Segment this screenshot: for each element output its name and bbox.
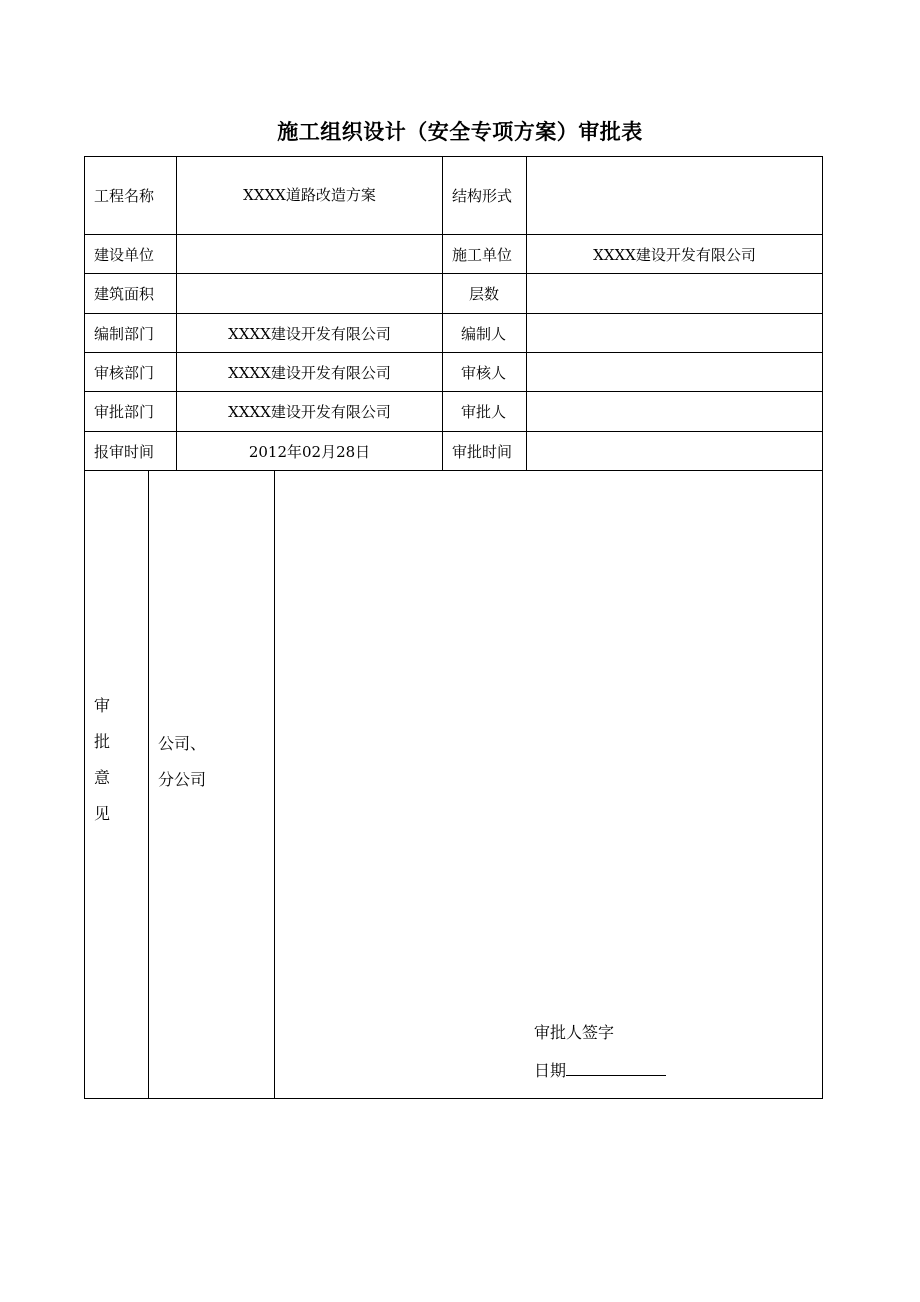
value-building-area — [177, 274, 442, 313]
label-prep-dept: 编制部门 — [94, 324, 155, 343]
date-underline — [566, 1059, 666, 1076]
value-structure-type — [527, 156, 822, 234]
value-approval-dept: XXXX建设开发有限公司 — [228, 403, 391, 421]
approval-form-table — [84, 156, 823, 1099]
opinion-col-divider-2 — [274, 470, 275, 1099]
border-bottom — [84, 1098, 823, 1099]
unit-line-branch: 分公司 — [158, 770, 207, 789]
value-submit-time: 2012年02月28日 — [248, 442, 371, 461]
opinion-char: 意 — [94, 768, 111, 787]
value-owner-unit — [177, 235, 442, 273]
label-construction-unit: 施工单位 — [452, 245, 513, 264]
value-approver — [527, 392, 822, 431]
border-right — [822, 156, 823, 1099]
label-floors: 层数 — [469, 285, 500, 303]
label-submit-time: 报审时间 — [94, 442, 155, 461]
value-project-name: XXXX道路改造方案 — [243, 186, 376, 204]
border-left — [84, 156, 85, 1099]
value-approval-time — [527, 432, 822, 470]
form-title: 施工组织设计（安全专项方案）审批表 — [277, 119, 643, 144]
approver-signature-label: 审批人签字 — [534, 1023, 615, 1042]
label-structure-type: 结构形式 — [452, 186, 513, 205]
label-approval-time: 审批时间 — [452, 442, 513, 461]
company-unit-label — [158, 726, 206, 798]
label-preparer: 编制人 — [461, 324, 507, 343]
unit-line-company: 公司、 — [158, 734, 207, 753]
label-project-name: 工程名称 — [94, 186, 155, 205]
opinion-char: 批 — [94, 732, 111, 751]
value-review-dept: XXXX建设开发有限公司 — [228, 363, 391, 382]
date-line — [534, 1058, 666, 1081]
value-construction-unit: XXXX建设开发有限公司 — [593, 245, 756, 264]
opinion-char: 审 — [94, 696, 111, 715]
row-divider — [84, 470, 823, 471]
label-approval-dept: 审批部门 — [94, 403, 155, 421]
label-building-area: 建筑面积 — [94, 285, 155, 303]
label-approver: 审批人 — [461, 403, 507, 421]
label-review-dept: 审核部门 — [94, 363, 155, 382]
opinion-char: 见 — [94, 804, 111, 823]
label-owner-unit: 建设单位 — [94, 245, 155, 264]
value-floors — [527, 274, 822, 313]
opinion-col-divider-1 — [148, 470, 149, 1099]
label-reviewer: 审核人 — [461, 363, 507, 382]
value-reviewer — [527, 353, 822, 391]
approval-opinion-label — [94, 688, 110, 832]
value-preparer — [527, 314, 822, 352]
date-label: 日期 — [534, 1061, 567, 1080]
value-prep-dept: XXXX建设开发有限公司 — [228, 324, 391, 343]
